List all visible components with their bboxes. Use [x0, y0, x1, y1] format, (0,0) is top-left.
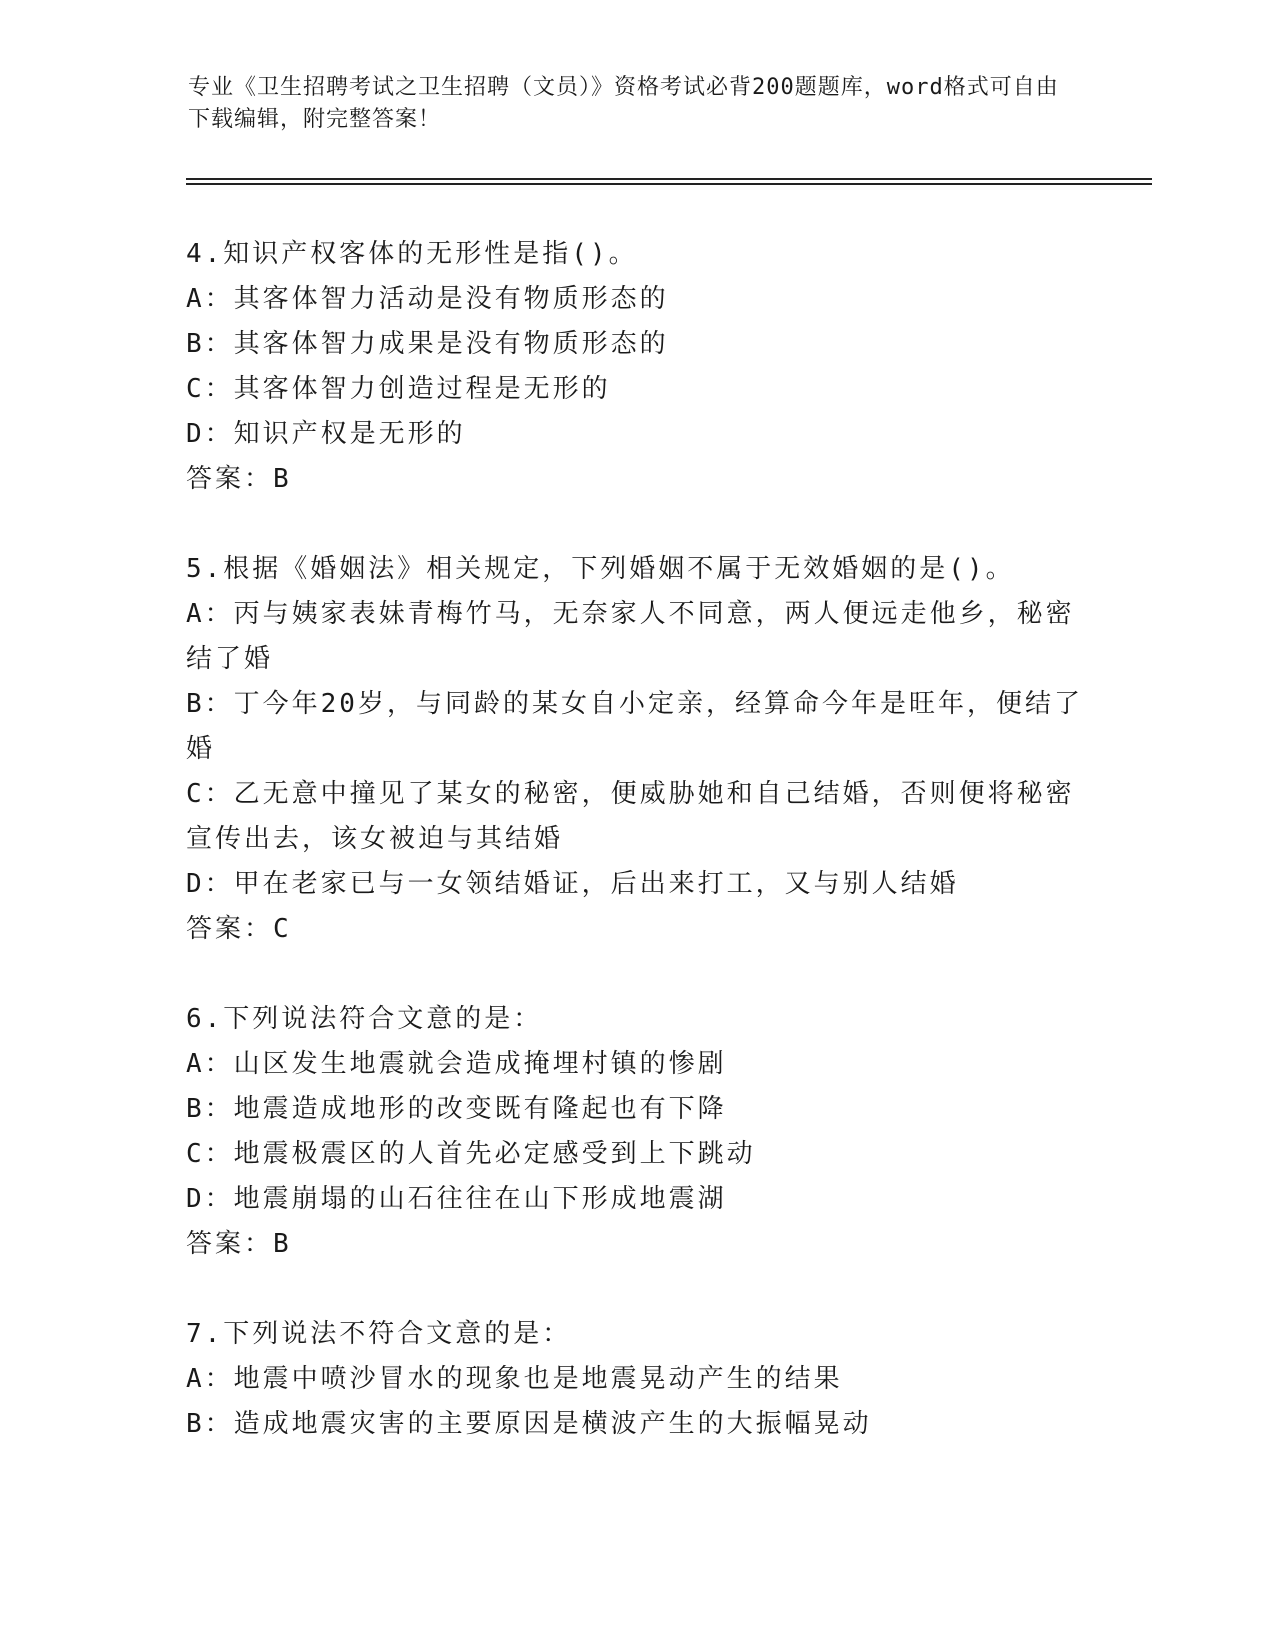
- option-c: C：其客体智力创造过程是无形的: [186, 374, 611, 404]
- option-d: D：甲在老家已与一女领结婚证，后出来打工，又与别人结婚: [186, 869, 959, 899]
- answer: 答案：B: [186, 1229, 292, 1259]
- option-a: A：其客体智力活动是没有物质形态的: [186, 284, 669, 314]
- question-list: [186, 232, 1086, 1492]
- question-stem: 7.下列说法不符合文意的是：: [186, 1319, 572, 1349]
- question-5: [186, 547, 1086, 952]
- document-header: [188, 72, 1068, 136]
- question-stem: 6.下列说法符合文意的是：: [186, 1004, 543, 1034]
- option-a: A：山区发生地震就会造成掩埋村镇的惨剧: [186, 1049, 727, 1079]
- option-b: B：造成地震灾害的主要原因是横波产生的大振幅晃动: [186, 1409, 872, 1439]
- question-stem: 4.知识产权客体的无形性是指()。: [186, 239, 638, 269]
- header-title: 专业《卫生招聘考试之卫生招聘（文员）》资格考试必背200题题库，word格式可自由下载编辑，附完整答案！: [188, 75, 1059, 132]
- option-d: D：地震崩塌的山石往往在山下形成地震湖: [186, 1184, 727, 1214]
- option-c: C：地震极震区的人首先必定感受到上下跳动: [186, 1139, 756, 1169]
- option-b: B：地震造成地形的改变既有隆起也有下降: [186, 1094, 727, 1124]
- answer: 答案：C: [186, 914, 292, 944]
- header-divider-top: [186, 178, 1152, 180]
- answer: 答案：B: [186, 464, 292, 494]
- question-4: [186, 232, 1086, 502]
- option-d: D：知识产权是无形的: [186, 419, 466, 449]
- question-6: [186, 997, 1086, 1267]
- option-a: A：地震中喷沙冒水的现象也是地震晃动产生的结果: [186, 1364, 843, 1394]
- question-stem: 5.根据《婚姻法》相关规定，下列婚姻不属于无效婚姻的是()。: [186, 554, 1015, 584]
- header-divider-bottom: [186, 183, 1152, 185]
- option-c: C：乙无意中撞见了某女的秘密，便威胁她和自己结婚，否则便将秘密宣传出去，该女被迫与其结婚: [186, 779, 1075, 854]
- question-7: [186, 1312, 1086, 1447]
- option-b: B：丁今年20岁，与同龄的某女自小定亲，经算命今年是旺年，便结了婚: [186, 689, 1083, 764]
- option-b: B：其客体智力成果是没有物质形态的: [186, 329, 669, 359]
- option-a: A：丙与姨家表妹青梅竹马，无奈家人不同意，两人便远走他乡，秘密结了婚: [186, 599, 1075, 674]
